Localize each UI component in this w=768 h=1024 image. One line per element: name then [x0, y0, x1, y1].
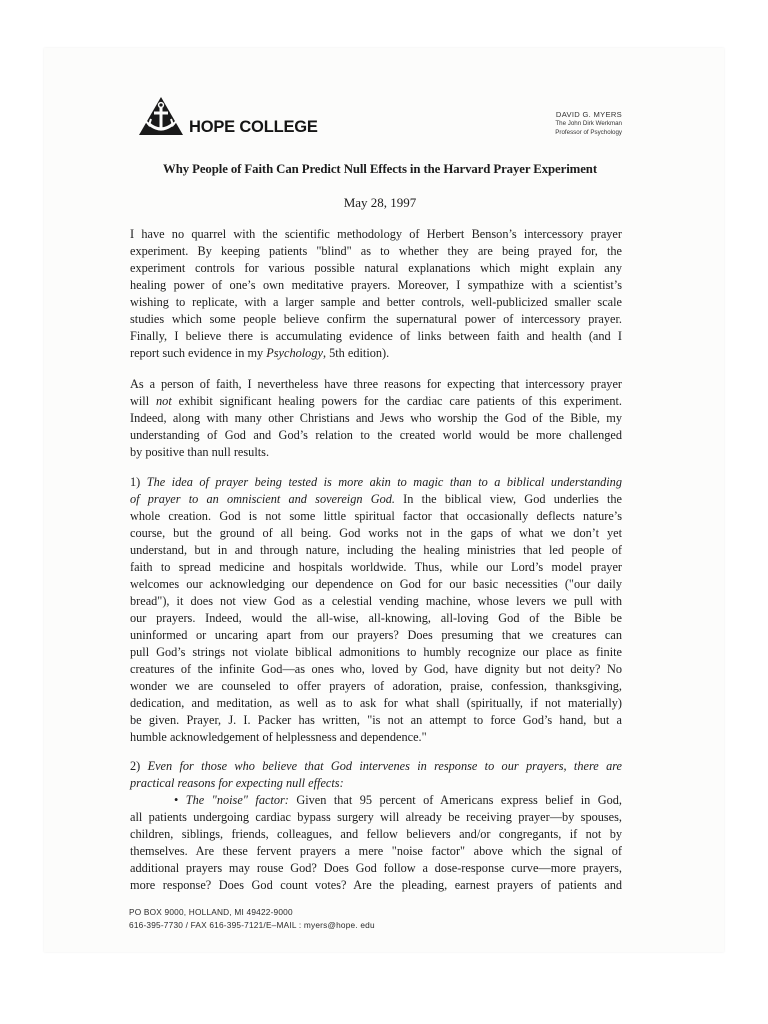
paragraph-line: Indeed, along with many other Christians and Jews who worship the God of the Bible, my — [130, 411, 622, 425]
paragraph-line: Finally, I believe there is accumulating evidence of links between faith and health (and I — [130, 329, 622, 343]
point-1-heading: 1) The idea of prayer being tested is more akin to magic than to a biblical understanding — [130, 475, 622, 489]
institution-name: HOPE COLLEGE — [189, 118, 318, 136]
mailing-address: PO BOX 9000, HOLLAND, MI 49422-9000 — [129, 907, 293, 917]
point-1-line: of prayer to an omniscient and sovereign God. In the biblical view, God underlies the — [130, 492, 622, 506]
contact-info: 616-395-7730 / FAX 616-395-7121/E–MAIL : myers@hope. edu — [129, 920, 375, 930]
paragraph-line: experiment controls for various possible natural explanations which might explain any — [130, 261, 622, 275]
paragraph-line: report such evidence in my Psychology, 5th edition). — [130, 346, 390, 360]
paragraph-line: course, but the ground of all being. God works not in the gaps of what we don’t yet — [130, 526, 622, 540]
paragraph-line: bread"), it does not view God as a celestial vending machine, whose levers we pull with — [130, 594, 622, 608]
paragraph-line: healing power of one’s own meditative prayers. Moreover, I sympathize with a scientist’s — [130, 278, 622, 292]
paragraph-line: additional prayers may rouse God? Does God follow a dose-response curve—more prayers, — [130, 861, 622, 875]
author-department: Professor of Psychology — [555, 129, 622, 136]
paragraph-line: by positive than null results. — [130, 445, 270, 459]
paragraph-line: our prayers. Indeed, would the all-wise, all-knowing, all-loving God of the Bible be — [130, 611, 622, 625]
paragraph-line: uninformed or uncaring apart from our prayers? Does presuming that we creatures can — [130, 628, 622, 642]
paragraph-line: faith to spread medicine and hospitals worldwide. Thus, while our Lord’s model prayer — [130, 560, 622, 574]
author-title: The John Dirk Werkman — [555, 120, 622, 127]
paragraph-line: welcomes our acknowledging our dependence on God for our basic necessities ("our daily — [130, 577, 622, 591]
book-title: Psychology — [266, 346, 323, 360]
paragraph-line: themselves. Are these fervent prayers a mere "noise factor" above which the signal of — [130, 844, 622, 858]
author-name: DAVID G. MYERS — [555, 110, 622, 119]
paragraph-line: be given. Prayer, J. I. Packer has written, "is not an attempt to force God’s hand, but a — [130, 713, 622, 727]
paragraph-line: children, siblings, friends, colleagues, and fellow believers and/or congregants, if not by — [130, 827, 622, 841]
paragraph-line: experiment. By keeping patients "blind" as to whether they are being prayed for, the — [130, 244, 622, 258]
letterhead-footer — [129, 906, 375, 932]
author-block — [520, 110, 622, 137]
paragraph-line: understanding of God and God’s relation to the created world would be more challenged — [130, 428, 622, 442]
paragraph-line: creatures of the infinite God—as ones who, loved by God, have dignity but not deity? No — [130, 662, 622, 676]
paragraph-line: I have no quarrel with the scientific methodology of Herbert Benson’s intercessory prayer — [130, 227, 622, 241]
hope-college-anchor-logo-icon — [137, 95, 185, 139]
paragraph-line: dedication, and meditation, as well as to ask for what shall (spiritually, if not materially) — [130, 696, 622, 710]
paragraph-line: whole creation. God is not some little spiritual factor that occasionally deflects nature’s — [130, 509, 622, 523]
paragraph-line: humble acknowledgement of helplessness and dependence." — [130, 730, 427, 744]
document-date: May 28, 1997 — [343, 195, 417, 210]
paragraph-line: understand, but in and through nature, including the healing ministries that led people of — [130, 543, 622, 557]
document-title: Why People of Faith Can Predict Null Effects in the Harvard Prayer Experiment — [163, 162, 597, 176]
paragraph-line: As a person of faith, I nevertheless have three reasons for expecting that intercessory prayer — [130, 377, 622, 391]
noise-factor-bullet: • The "noise" factor: Given that 95 percent of Americans express belief in God, — [174, 793, 622, 807]
paragraph-line: pull God’s strings not violate biblical admonitions to humbly recognize our place as finite — [130, 645, 622, 659]
paragraph-line: wonder we are counseled to offer prayers of adoration, praise, confession, thanksgiving, — [130, 679, 622, 693]
emphasis: not — [156, 394, 172, 408]
paragraph-line: all patients undergoing cardiac bypass surgery will already be receiving prayer—by spouses, — [130, 810, 622, 824]
point-2-heading: 2) Even for those who believe that God intervenes in response to our prayers, there are — [130, 759, 622, 773]
paragraph-line: more response? Does God count votes? Are the pleading, earnest prayers of patients and — [130, 878, 622, 892]
paragraph-line: studies which some people believe confirm the supernatural power of intercessory prayer. — [130, 312, 622, 326]
paragraph-line: wishing to replicate, with a larger sample and better controls, well-publicized smaller scale — [130, 295, 622, 309]
point-2-line: practical reasons for expecting null effects: — [130, 776, 344, 790]
paragraph-line: will not exhibit significant healing powers for the cardiac care patients of this experiment. — [130, 394, 622, 408]
